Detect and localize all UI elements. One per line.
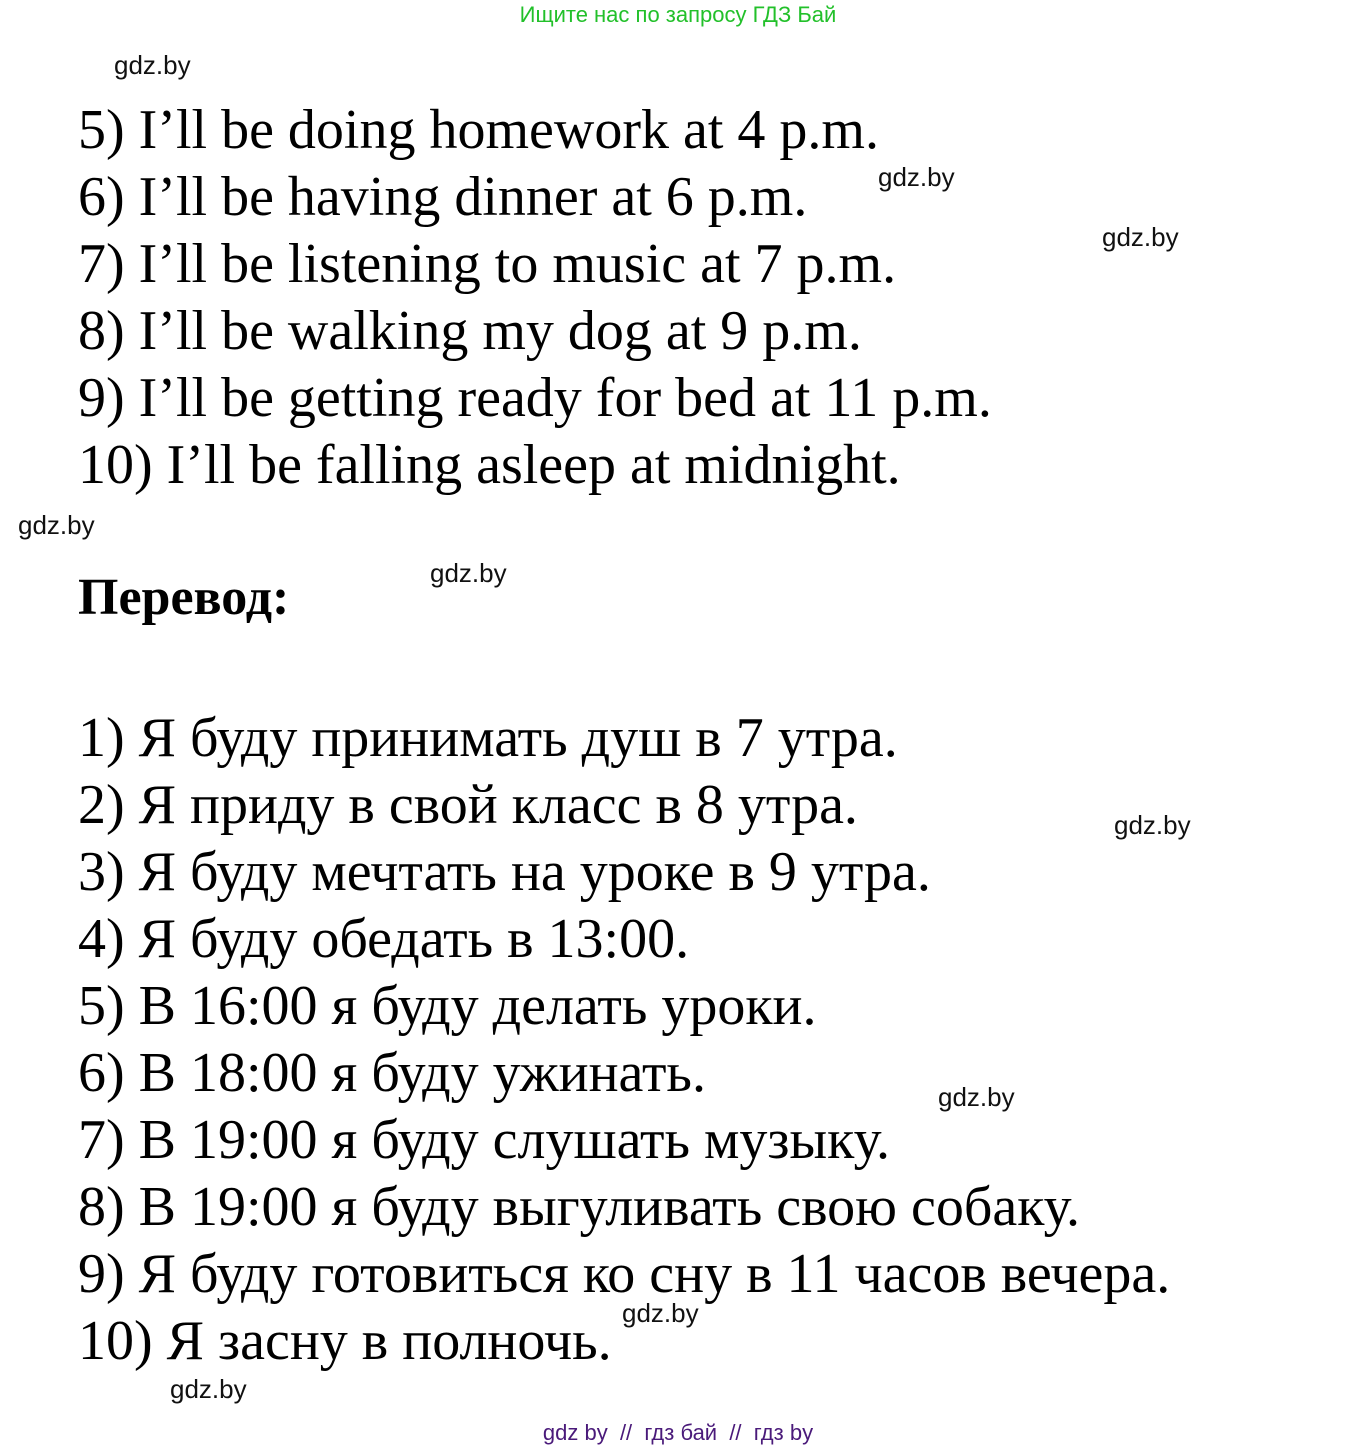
russian-line: 5) В 16:00 я буду делать уроки. [78,975,817,1037]
watermark: gdz.by [878,162,955,192]
watermark: gdz.by [18,510,95,540]
english-line: 5) I’ll be doing homework at 4 p.m. [78,99,879,161]
english-line: 8) I’ll be walking my dog at 9 p.m. [78,300,862,362]
english-line: 6) I’ll be having dinner at 6 p.m. [78,166,808,228]
russian-line: 6) В 18:00 я буду ужинать. [78,1042,706,1104]
russian-line: 8) В 19:00 я буду выгуливать свою собаку. [78,1176,1081,1238]
watermark: gdz.by [622,1298,699,1328]
russian-line: 3) Я буду мечтать на уроке в 9 утра. [78,841,931,903]
footer-links[interactable]: gdz by // гдз бай // гдз by [542,1420,814,1445]
russian-line: 10) Я засну в полночь. [78,1310,612,1372]
english-line: 9) I’ll be getting ready for bed at 11 p.m. [78,367,992,429]
watermark: gdz.by [1102,222,1179,252]
header-banner[interactable]: Ищите нас по запросу ГДЗ Бай [519,2,837,27]
english-line: 7) I’ll be listening to music at 7 p.m. [78,233,897,295]
watermark: gdz.by [938,1082,1015,1112]
watermark: gdz.by [430,558,507,588]
watermark: gdz.by [170,1374,247,1404]
russian-line: 9) Я буду готовиться ко сну в 11 часов вечера. [78,1243,1171,1305]
russian-line: 7) В 19:00 я буду слушать музыку. [78,1109,890,1171]
translation-title: Перевод: [78,569,290,626]
russian-line: 4) Я буду обедать в 13:00. [78,908,690,970]
english-line: 10) I’ll be falling asleep at midnight. [78,434,901,496]
russian-line: 2) Я приду в свой класс в 8 утра. [78,774,858,836]
watermark: gdz.by [1114,810,1191,840]
russian-line: 1) Я буду принимать душ в 7 утра. [78,707,898,769]
watermark: gdz.by [114,50,191,80]
